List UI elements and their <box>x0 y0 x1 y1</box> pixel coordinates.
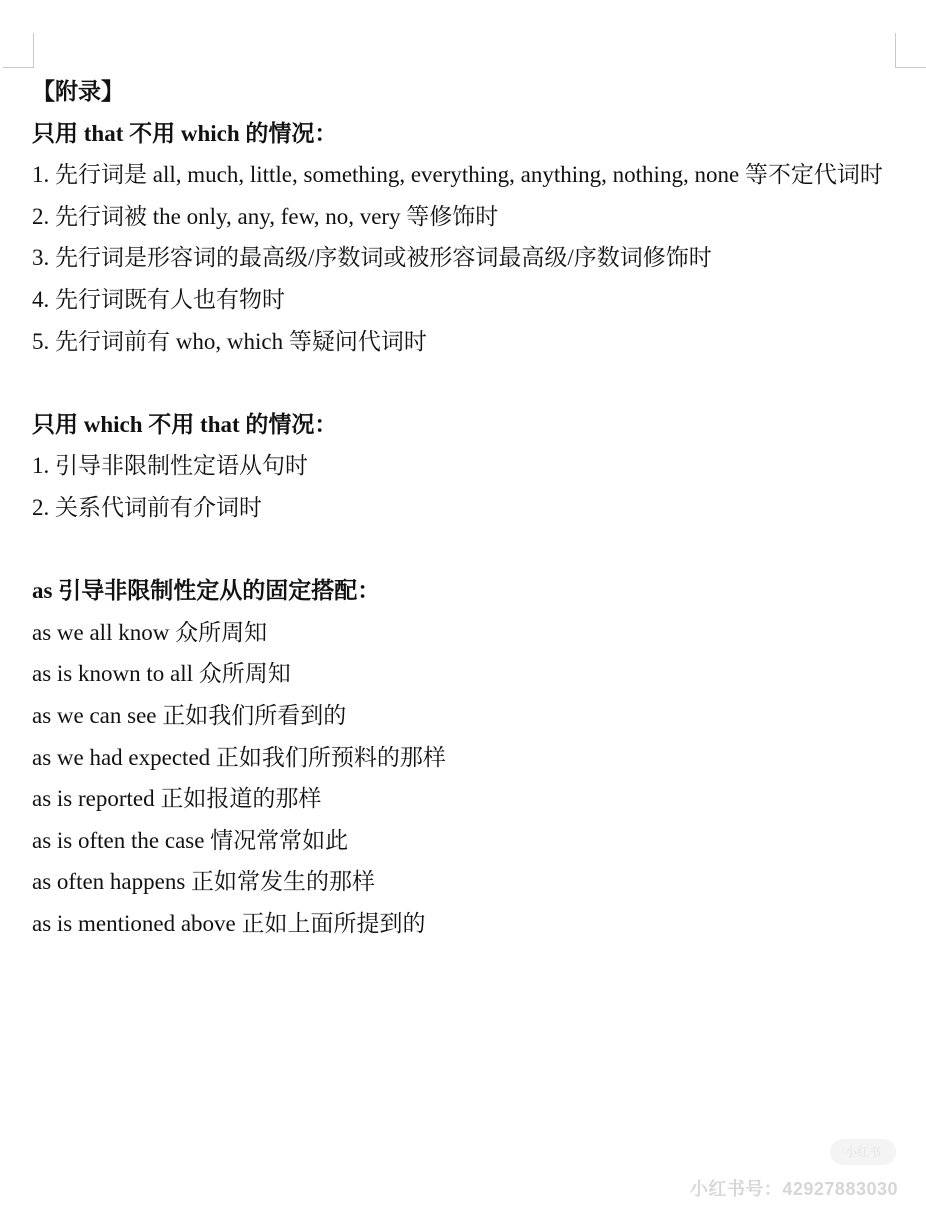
document-body <box>32 71 902 944</box>
list-item: 1. 引导非限制性定语从句时 <box>32 453 308 479</box>
phrase-item: as we all know 众所周知 <box>32 619 268 645</box>
phrase-item: as we had expected 正如我们所预料的那样 <box>32 744 446 770</box>
phrase-item: as often happens 正如常发生的那样 <box>32 869 376 895</box>
watermark-text: 小红书号：42927883030 <box>689 1179 898 1199</box>
appendix-title: 【附录】 <box>32 79 124 104</box>
page-corner-mark-left <box>3 33 34 68</box>
list-item: 5. 先行词前有 who, which 等疑问代词时 <box>32 328 427 354</box>
section-heading-as-phrases: as 引导非限制性定从的固定搭配： <box>32 578 381 604</box>
list-item: 3. 先行词是形容词的最高级/序数词或被形容词最高级/序数词修饰时 <box>32 245 712 271</box>
phrase-item: as is mentioned above 正如上面所提到的 <box>32 910 426 936</box>
phrase-item: as is known to all 众所周知 <box>32 661 291 687</box>
paragraph-spacer <box>32 362 902 404</box>
watermark-logo: 小红书 <box>830 1139 896 1165</box>
section-heading-which-only: 只用 which 不用 that 的情况： <box>32 411 338 437</box>
paragraph-spacer <box>32 529 902 571</box>
list-item: 4. 先行词既有人也有物时 <box>32 286 285 312</box>
section-heading-that-only: 只用 that 不用 which 的情况： <box>32 120 338 146</box>
list-item: 1. 先行词是 all, much, little, something, everything, anything, nothing, none 等不定代词时 <box>32 162 883 188</box>
page-corner-mark-right <box>895 33 926 68</box>
list-item: 2. 先行词被 the only, any, few, no, very 等修饰时 <box>32 203 499 229</box>
phrase-item: as is often the case 情况常常如此 <box>32 827 349 853</box>
phrase-item: as is reported 正如报道的那样 <box>32 786 322 812</box>
list-item: 2. 关系代词前有介词时 <box>32 494 262 520</box>
phrase-item: as we can see 正如我们所看到的 <box>32 702 347 728</box>
